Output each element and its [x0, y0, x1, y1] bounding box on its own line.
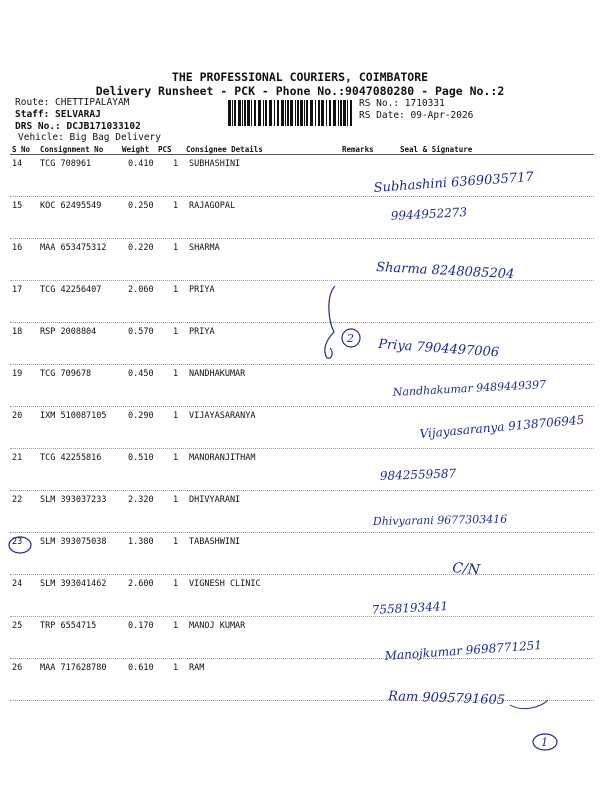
row-consignee: NANDHAKUMAR: [189, 369, 246, 379]
col-remarks: Remarks: [342, 145, 374, 154]
barcode-bar: [321, 100, 324, 126]
table-row: [0, 365, 600, 407]
row-pcs: 1: [173, 327, 179, 337]
rs-date: RS Date: 09-Apr-2026: [359, 110, 474, 121]
handwritten-signature: Manojkumar 9698771251: [384, 638, 543, 663]
barcode-bar: [333, 100, 336, 126]
barcode-bar: [251, 100, 252, 126]
row-consignee: RAM: [189, 663, 205, 673]
barcode-bar: [300, 100, 303, 126]
row-consignment-no: TCG 42256407: [40, 285, 102, 295]
row-consignee: SHARMA: [189, 243, 220, 253]
row-weight: 0.170: [128, 621, 154, 631]
company-title: THE PROFESSIONAL COURIERS, COIMBATORE: [171, 70, 429, 84]
barcode-bar: [340, 100, 342, 126]
barcode-bar: [318, 100, 320, 126]
row-consignee: MANOJ KUMAR: [189, 621, 246, 631]
row-sno: 21: [12, 453, 23, 463]
row-sno: 25: [12, 621, 23, 631]
row-weight: 1.380: [128, 537, 154, 547]
row-consignment-no: SLM 393075038: [40, 537, 107, 547]
table-row: [0, 575, 600, 617]
table-row: [0, 323, 600, 365]
table-row: [0, 281, 600, 323]
row-sno: 24: [12, 579, 23, 589]
page-number-mark: 1: [541, 736, 548, 749]
row-weight: 0.450: [128, 369, 154, 379]
barcode-bar: [247, 100, 250, 126]
row-consignment-no: IXM 510087105: [40, 411, 107, 421]
row-weight: 0.410: [128, 159, 154, 169]
handwritten-signature: Sharma 8248085204: [375, 260, 515, 283]
table-row: [0, 407, 600, 449]
row-pcs: 1: [173, 495, 179, 505]
row-pcs: 1: [173, 621, 179, 631]
table-row: [0, 155, 600, 197]
row-pcs: 1: [173, 411, 179, 421]
page-circle-mark: [533, 734, 557, 750]
table-row: [0, 239, 600, 281]
row-consignee: RAJAGOPAL: [189, 201, 236, 211]
barcode-bar: [315, 100, 316, 126]
route-label: Route: CHETTIPALAYAM: [15, 97, 130, 108]
col-weight: Weight: [122, 145, 150, 154]
col-consignee: Consignee Details: [186, 145, 263, 154]
table-row: [0, 449, 600, 491]
barcode-bar: [258, 100, 261, 126]
barcode-bar: [287, 100, 289, 126]
rs-number: RS No.: 1710331: [359, 98, 445, 109]
row-weight: 0.610: [128, 663, 154, 673]
row-consignment-no: TCG 709678: [40, 369, 92, 379]
table-row: [0, 617, 600, 659]
barcode-bar: [304, 100, 305, 126]
row-pcs: 1: [173, 243, 179, 253]
handwritten-signature: Vijayasaranya 9138706945: [419, 412, 585, 441]
row-weight: 0.510: [128, 453, 154, 463]
table-row: [0, 533, 600, 575]
row-consignee: PRIYA: [189, 327, 215, 337]
handwritten-signature: Nandhakumar 9489449397: [392, 377, 547, 399]
barcode-bar: [338, 100, 339, 126]
row-divider: [10, 700, 594, 701]
row-sno: 14: [12, 159, 23, 169]
drs-number: DRS No.: DCJB171033102: [15, 121, 141, 132]
row-pcs: 1: [173, 369, 179, 379]
row-consignment-no: MAA 653475312: [40, 243, 107, 253]
row-consignment-no: RSP 2008804: [40, 327, 97, 337]
barcode-bar: [234, 100, 236, 126]
row-pcs: 1: [173, 285, 179, 295]
barcode-bar: [290, 100, 293, 126]
col-pcs: PCS: [158, 145, 172, 154]
row-consignee: TABASHWINI: [189, 537, 241, 547]
row-consignee: MANORANJITHAM: [189, 453, 256, 463]
bracket-number-mark: 2: [347, 332, 354, 345]
handwritten-signature: Subhashini 6369035717: [373, 169, 535, 196]
row-sno: 18: [12, 327, 23, 337]
handwritten-signature: 9944952273: [390, 205, 468, 223]
row-sno: 15: [12, 201, 23, 211]
row-consignee: VIJAYASARANYA: [189, 411, 256, 421]
row-weight: 2.600: [128, 579, 154, 589]
row-weight: 0.290: [128, 411, 154, 421]
row-sno: 17: [12, 285, 23, 295]
row-consignment-no: SLM 393041462: [40, 579, 107, 589]
row-pcs: 1: [173, 579, 179, 589]
table-row: [0, 491, 600, 533]
barcode-bar: [228, 100, 231, 126]
col-sno: S No: [12, 145, 31, 154]
barcode-bar: [277, 100, 279, 126]
handwritten-signature: Ram 9095791605: [387, 689, 506, 709]
row-consignment-no: TCG 42255816: [40, 453, 102, 463]
barcode-bar: [232, 100, 233, 126]
handwritten-signature: Dhivyarani 9677303416: [372, 512, 508, 528]
row-pcs: 1: [173, 537, 179, 547]
row-consignment-no: MAA 717628780: [40, 663, 107, 673]
handwritten-signature: 7558193441: [371, 599, 449, 617]
barcode-bar: [326, 100, 327, 126]
barcode-bar: [295, 100, 296, 126]
barcode-bar: [347, 100, 348, 126]
col-seal-signature: Seal & Signature: [400, 145, 473, 154]
row-sno: 23: [12, 537, 23, 547]
handwritten-signature: C/N: [451, 560, 481, 579]
barcode-bar: [297, 100, 299, 126]
runsheet-title: Delivery Runsheet - PCK - Phone No.:9047080280 - Page No.:2: [95, 84, 505, 98]
row-weight: 2.320: [128, 495, 154, 505]
barcode-bar: [244, 100, 246, 126]
row-consignee: SUBHASHINI: [189, 159, 241, 169]
barcode: [228, 100, 354, 126]
col-consignment: Consignment No: [40, 145, 104, 154]
row-pcs: 1: [173, 201, 179, 211]
row-sno: 22: [12, 495, 23, 505]
vehicle-label: Vehicle: Big Bag Delivery: [18, 132, 161, 143]
handwritten-signature: Priya 7904497006: [377, 337, 500, 361]
signature-underline: [510, 700, 548, 709]
table-row: [0, 197, 600, 239]
barcode-bar: [350, 100, 352, 126]
barcode-bar: [285, 100, 286, 126]
barcode-bar: [306, 100, 308, 126]
row-pcs: 1: [173, 453, 179, 463]
row-sno: 19: [12, 369, 23, 379]
row-consignee: PRIYA: [189, 285, 215, 295]
barcode-bar: [274, 100, 275, 126]
barcode-bar: [269, 100, 272, 126]
handwritten-signature: 9842559587: [379, 466, 457, 483]
barcode-bar: [238, 100, 241, 126]
row-pcs: 1: [173, 159, 179, 169]
barcode-bar: [343, 100, 346, 126]
row-sno: 16: [12, 243, 23, 253]
row-weight: 0.220: [128, 243, 154, 253]
row-weight: 0.570: [128, 327, 154, 337]
barcode-bar: [310, 100, 313, 126]
barcode-bar: [265, 100, 267, 126]
row-consignment-no: TRP 6554715: [40, 621, 97, 631]
barcode-bar: [263, 100, 264, 126]
row-consignment-no: TCG 708961: [40, 159, 92, 169]
table-row: [0, 659, 600, 701]
barcode-bar: [329, 100, 331, 126]
row-consignment-no: KOC 62495549: [40, 201, 102, 211]
row-weight: 2.060: [128, 285, 154, 295]
row-consignee: DHIVYARANI: [189, 495, 241, 505]
row-sno: 20: [12, 411, 23, 421]
row-consignment-no: SLM 393037233: [40, 495, 107, 505]
barcode-bar: [242, 100, 243, 126]
barcode-bar: [254, 100, 256, 126]
row-sno: 26: [12, 663, 23, 673]
barcode-bar: [281, 100, 284, 126]
row-consignee: VIGNESH CLINIC: [189, 579, 261, 589]
row-weight: 0.250: [128, 201, 154, 211]
staff-label: Staff: SELVARAJ: [15, 109, 101, 120]
row-pcs: 1: [173, 663, 179, 673]
